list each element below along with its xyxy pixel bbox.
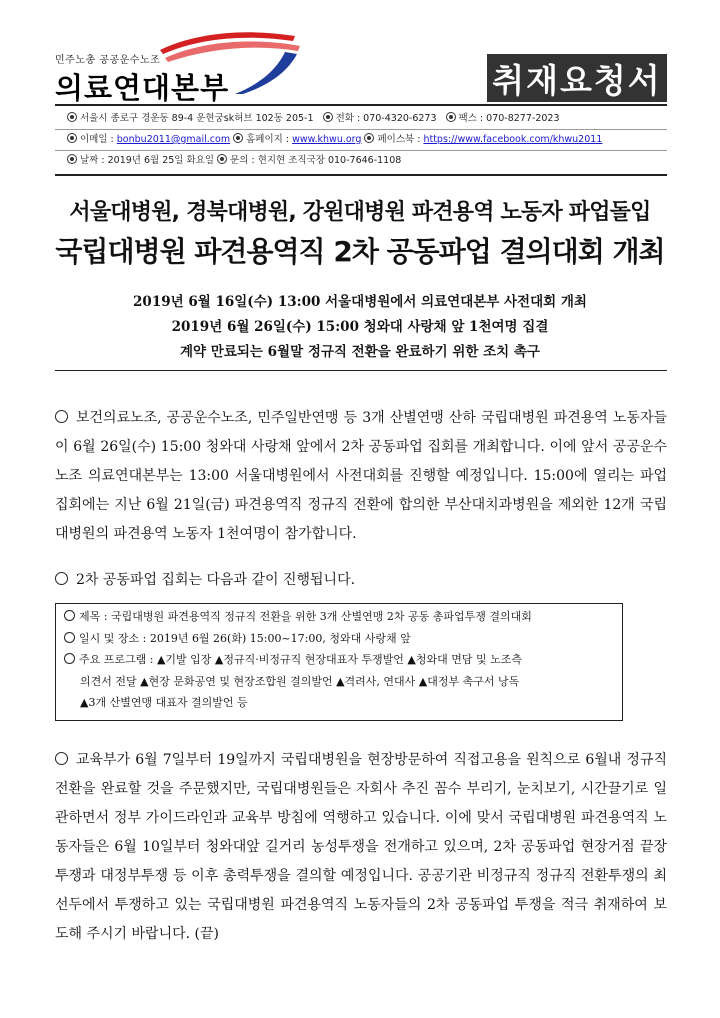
headline-2: 국립대병원 파견용역직 2차 공동파업 결의대회 개최: [55, 235, 665, 268]
event-title-text: 제목 : 국립대병원 파견용역직 정규직 전환을 위한 3개 산별연맹 2차 공동 총파업투쟁 결의대회: [79, 610, 532, 623]
facebook-label: 페이스북: [377, 134, 415, 145]
bullet-icon: [364, 133, 374, 143]
event-program-item: [64, 649, 614, 671]
paragraph-text: 보건의료노조, 공공운수노조, 민주일반연맹 등 3개 산별연맹 산하 국립대병원 파견용역 노동자들이 6월 26일(수) 15:00 청와대 사랑채 앞에서 2차 공동파업 집회를 개최합니다. 이에 앞서 공공운수노조 의료연대본부는 13:00 서울대병원에서 사전대회를 진행할 예정입니다. 15:00에 열리는 파업집회에는 지난 6월 21일(금) 파견용역직 정규직 전환에 합의한 부산대치과병원을 제외한 12개 국립대병원의 파견용역 노동자 1천여명이 참가합니다.: [55, 410, 667, 542]
event-time-text: 일시 및 장소 : 2019년 6월 26(화) 15:00~17:00, 청와대 사랑채 앞: [79, 631, 411, 645]
contact-block: [55, 104, 667, 176]
fax-label: 팩스: [458, 113, 477, 124]
email-label: 이메일: [80, 134, 108, 145]
fax-text: 070-8277-2023: [486, 113, 560, 124]
event-time-item: [64, 628, 614, 650]
homepage-label: 홈페이지: [246, 134, 283, 145]
bullet-icon: [67, 154, 77, 164]
subtitle-line: 2019년 6월 16일(수) 13:00 서울대병원에서 의료연대본부 사전대회 개최: [133, 294, 587, 310]
bullet-icon: [233, 133, 243, 143]
bullet-icon: [67, 112, 77, 122]
bullet-icon: [323, 112, 333, 122]
homepage-link[interactable]: www.khwu.org: [292, 134, 362, 145]
event-program-continued: 의견서 전달 ▲현장 문화공연 및 현장조합원 결의발언 ▲격려사, 연대사 ▲대정부 촉구서 낭독: [80, 674, 520, 688]
bullet-icon: [67, 133, 77, 143]
circle-bullet-icon: [64, 653, 75, 664]
circle-bullet-icon: [64, 632, 75, 643]
event-info-box: [55, 603, 623, 721]
bullet-icon: [217, 154, 227, 164]
circle-bullet-icon: [55, 410, 68, 423]
facebook-link[interactable]: https://www.facebook.com/khwu2011: [423, 134, 603, 145]
circle-bullet-icon: [55, 752, 68, 765]
contact-row-date: 날짜 : 2019년 6월 25일 화요일 문의 : 현지현 조직국장 010-7646-1108: [55, 151, 667, 171]
subtitle-line: 계약 만료되는 6월말 정규직 전환을 완료하기 위한 조치 촉구: [180, 344, 540, 360]
circle-bullet-icon: [55, 572, 68, 585]
event-program-text: 주요 프로그램 : ▲기발 입장 ▲정규직·비정규직 현장대표자 투쟁발언 ▲청와대 면담 및 노조측: [79, 653, 522, 666]
subtitle-block: [0, 290, 720, 365]
body-paragraph-3: [55, 746, 667, 949]
contact-row-online: 이메일 : bonbu2011@gmail.com 홈페이지 : www.khwu.org 페이스북 : https://www.facebook.com/khwu2011: [55, 129, 667, 151]
circle-bullet-icon: [64, 610, 75, 621]
date-text: 2019년 6월 25일 화요일: [107, 155, 215, 166]
paragraph-text: 교육부가 6월 7일부터 19일까지 국립대병원을 현장방문하여 직접고용을 원칙으로 6월내 정규직 전환을 완료할 것을 주문했지만, 국립대병원들은 자회사 추진 꼼수 부리기, 눈치보기, 시간끌기로 일관하면서 정부 가이드라인과 교육부 방침에 역행하고 있습니다. 이에 맞서 국립대병원 파견용역직 노동자들은 6월 10일부터 청와대앞 길거리 농성투쟁을 전개하고 있으며, 2차 공동파업 현장거점 끝장투쟁과 대정부투쟁 등 이후 총력투쟁을 결의할 예정입니다. 공공기관 비정규직 정규직 전환투쟁의 최선두에서 투쟁하고 있는 국립대병원 파견용역직 노동자들의 2차 공동파업 투쟁을 적극 취재하여 보도해 주시기 바랍니다. (끝): [55, 752, 667, 942]
contact-row-address: 서울시 종로구 경운동 89-4 운현궁sk허브 102동 205-1 전화 : 070-4320-6273 팩스 : 070-8277-2023: [55, 109, 667, 129]
divider: [55, 370, 667, 371]
body-paragraph-1: [55, 404, 667, 549]
inquiry-label: 문의: [230, 155, 249, 166]
email-link[interactable]: bonbu2011@gmail.com: [116, 134, 231, 145]
phone-text: 070-4320-6273: [363, 113, 437, 124]
event-title-item: [64, 606, 614, 628]
paragraph-text: 2차 공동파업 집회는 다음과 같이 진행됩니다.: [76, 572, 356, 588]
bullet-icon: [446, 112, 456, 122]
document-header: [55, 28, 667, 105]
address-text: 서울시 종로구 경운동 89-4 운현궁sk허브 102동 205-1: [80, 113, 314, 124]
headline-1: 서울대병원, 경북대병원, 강원대병원 파견용역 노동자 파업돌입: [69, 200, 651, 225]
phone-label: 전화: [335, 113, 354, 124]
inquiry-text: 현지현 조직국장 010-7646-1108: [257, 155, 402, 166]
subtitle-line: 2019년 6월 26일(수) 15:00 청와대 사랑채 앞 1천여명 집결: [171, 319, 549, 335]
org-name: 의료연대본부: [55, 71, 230, 105]
date-label: 날짜: [80, 155, 99, 166]
org-subtitle: 민주노총 공공운수노조: [55, 55, 161, 66]
event-program-continued: ▲3개 산별연맹 대표자 결의발언 등: [80, 696, 248, 709]
doc-type-badge: 취재요청서: [487, 54, 667, 102]
body-paragraph-2: [55, 566, 667, 595]
